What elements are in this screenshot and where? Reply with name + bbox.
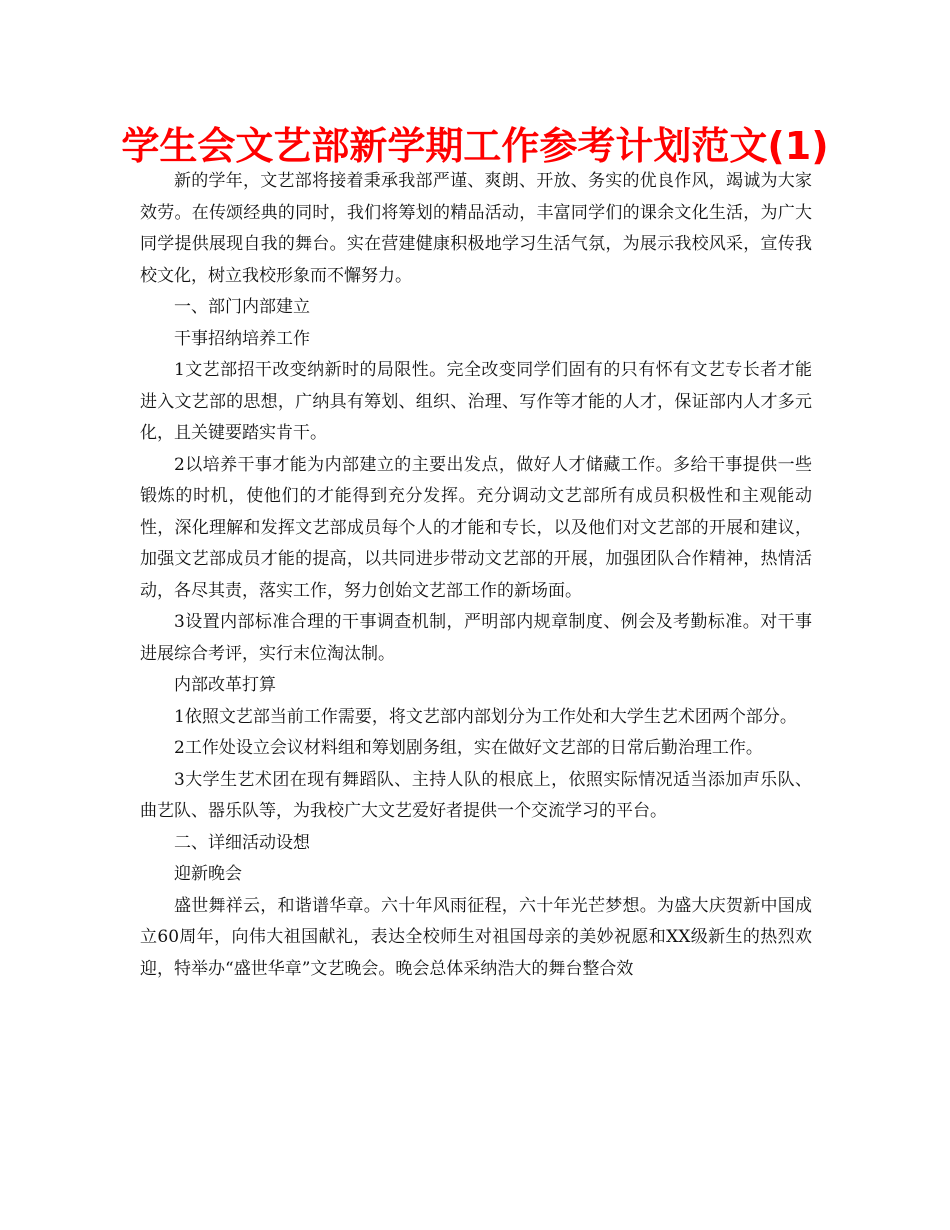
subsection-heading-welcome-gala: 迎新晚会 [174,864,242,884]
subsection-heading-reform: 内部改革打算 [174,675,276,695]
paragraph-welcome-gala: 盛世舞祥云，和谐谱华章。六十年风雨征程，六十年光芒梦想。为盛大庆贺新中国成立60周年，向伟大祖国献礼，表达全校师生对祖国母亲的美妙祝愿和XX级新生的热烈欢迎，特举办“盛世华章”文艺晚会。晚会总体采纳浩大的舞台整合效 [140,895,812,979]
paragraph-reform-2: 2工作处设立会议材料组和筹划剧务组，实在做好文艺部的日常后勤治理工作。 [174,738,763,758]
paragraph-reform-3: 3大学生艺术团在现有舞蹈队、主持人队的根底上，依照实际情况适当添加声乐队、曲艺队、器乐队等，为我校广大文艺爱好者提供一个交流学习的平台。 [140,769,812,821]
paragraph-item-2: 2以培养干事才能为内部建立的主要出发点，做好人才储藏工作。多给干事提供一些锻炼的时机，使他们的才能得到充分发挥。充分调动文艺部所有成员积极性和主观能动性，深化理解和发挥文艺部成员每个人的才能和专长，以及他们对文艺部的开展和建议，加强文艺部成员才能的提高，以共同进步带动文艺部的开展，加强团队合作精神，热情活动，各尽其责，落实工作，努力创始文艺部工作的新场面。 [140,454,812,601]
document-title: 学生会文艺部新学期工作参考计划范文(1) [121,124,829,168]
paragraph-item-1: 1文艺部招干改变纳新时的局限性。完全改变同学们固有的只有怀有文艺专长者才能进入文艺部的思想，广纳具有筹划、组织、治理、写作等才能的人才，保证部内人才多元化，且关键要踏实肯干。 [140,360,812,443]
paragraph-reform-1: 1依照文艺部当前工作需要，将文艺部内部划分为工作处和大学生艺术团两个部分。 [174,706,797,727]
paragraph-item-3: 3设置内部标准合理的干事调查机制，严明部内规章制度、例会及考勤标准。对干事进展综合考评，实行末位淘汰制。 [140,612,812,664]
document-body [140,166,812,985]
subsection-heading-recruitment: 干事招纳培养工作 [174,328,310,349]
section-heading-2: 二、详细活动设想 [174,832,310,853]
section-heading-1: 一、部门内部建立 [174,297,310,317]
paragraph-intro: 新的学年，文艺部将接着秉承我部严谨、爽朗、开放、务实的优良作风，竭诚为大家效劳。在传颂经典的同时，我们将筹划的精品活动，丰富同学们的课余文化生活，为广大同学提供展现自我的舞台。实在营建健康积极地学习生活气氛，为展示我校风采，宣传我校文化，树立我校形象而不懈努力。 [140,171,812,286]
